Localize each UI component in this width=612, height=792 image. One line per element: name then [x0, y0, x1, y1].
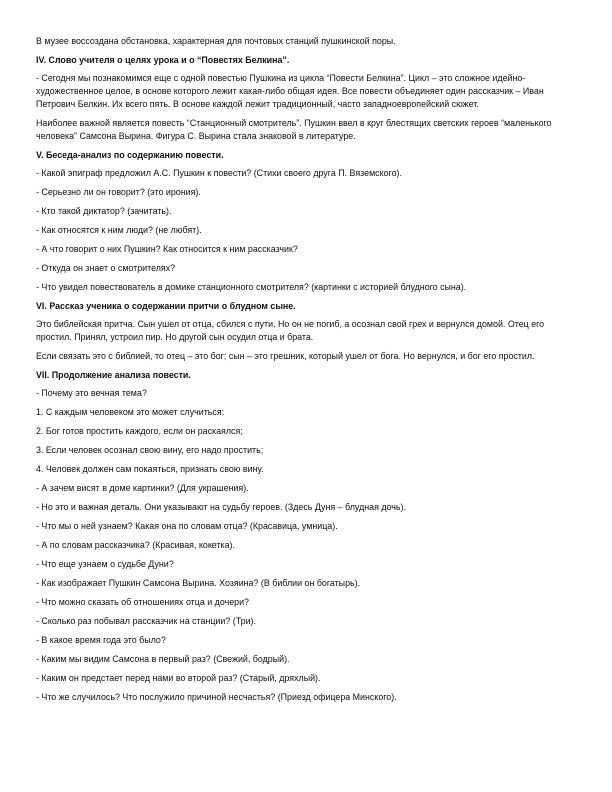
question-line: - Как относятся к ним люди? (не любят). — [36, 225, 202, 235]
question-line: - Почему это вечная тема? — [36, 388, 147, 398]
question-line: - Сколько раз побывал рассказчик на станции? (Три). — [36, 616, 256, 626]
list-item: 3. Если человек осознал свою вину, его надо простить; — [36, 445, 264, 455]
question-line: - В какое время года это было? — [36, 635, 166, 645]
question-line: - Что можно сказать об отношениях отца и дочери? — [36, 597, 249, 607]
question-line: - Каким он предстает перед нами во второй раз? (Старый, дряхлый). — [36, 673, 321, 683]
question-line: - Но это и важная деталь. Они указывают на судьбу героев. (Здесь Дуня – блудная дочь). — [36, 502, 406, 512]
paragraph: - Сегодня мы познакомимся еще с одной повестью Пушкина из цикла “Повести Белкина”. Цикл – это сложное идейно-художественное целое, в основе которого лежит какая-либо общая идея. Все повести объединяет один рассказчик – Иван Петрович Белкин. Их всего пять. В основе каждой лежит традиционный, часто западноевропейский сюжет. — [36, 73, 544, 109]
section-heading: IV. Слово учителя о целях урока и о “Повестях Белкина”. — [36, 55, 290, 65]
section-heading: VII. Продолжение анализа повести. — [36, 370, 191, 380]
question-line: - А зачем висят в доме картинки? (Для украшения). — [36, 483, 249, 493]
question-line: - А по словам рассказчика? (Красивая, кокетка). — [36, 540, 235, 550]
question-line: - Кто такой диктатор? (зачитать). — [36, 206, 172, 216]
question-line: - Каким мы видим Самсона в первый раз? (Свежий, бодрый). — [36, 654, 290, 664]
question-line: - Как изображает Пушкин Самсона Вырина. Хозяина? (В библии он богатырь). — [36, 578, 361, 588]
paragraph: Если связать это с библией, то отец – это бог; сын – это грешник, который ушел от бога. Но вернулся, и бог его простил. — [36, 351, 535, 361]
question-line: - Откуда он знает о смотрителях? — [36, 263, 176, 273]
question-line: - Что же случилось? Что послужило причиной несчастья? (Приезд офицера Минского). — [36, 692, 397, 702]
paragraph: В музее воссоздана обстановка, характерная для почтовых станций пушкинской поры. — [36, 36, 396, 46]
question-line: - Какой эпиграф предложил А.С. Пушкин к повести? (Стихи своего друга П. Вяземского). — [36, 168, 402, 178]
question-line: - А что говорит о них Пушкин? Как относится к ним рассказчик? — [36, 244, 298, 254]
question-line: - Что еще узнаем о судьбе Дуни? — [36, 559, 174, 569]
paragraph: Наиболее важной является повесть “Станционный смотритель”. Пушкин ввел в круг блестящих светских героев “маленького человека” Самсона Вырина. Фигура С. Вырина стала знаковой в литературе. — [36, 118, 552, 141]
question-line: - Что увидел повествователь в домике станционного смотрителя? (картинки с историей блудного сына). — [36, 282, 467, 292]
section-heading: V. Беседа-анализ по содержанию повести. — [36, 150, 224, 160]
list-item: 2. Бог готов простить каждого, если он раскаялся; — [36, 426, 243, 436]
question-line: - Серьезно ли он говорит? (это ирония). — [36, 187, 201, 197]
paragraph: Это библейская притча. Сын ушел от отца, сбился с пути. Но он не погиб, а осознал свой грех и вернулся домой. Отец его простил. Принял, устроил пир. Но другой сын осудил отца и брата. — [36, 319, 545, 342]
list-item: 4. Человек должен сам покаяться, признать свою вину. — [36, 464, 264, 474]
section-heading: VI. Рассказ ученика о содержании притчи о блудном сыне. — [36, 301, 296, 311]
list-item: 1. С каждым человеком это может случиться; — [36, 407, 225, 417]
question-line: - Что мы о ней узнаем? Какая она по словам отца? (Красавица, умница). — [36, 521, 338, 531]
